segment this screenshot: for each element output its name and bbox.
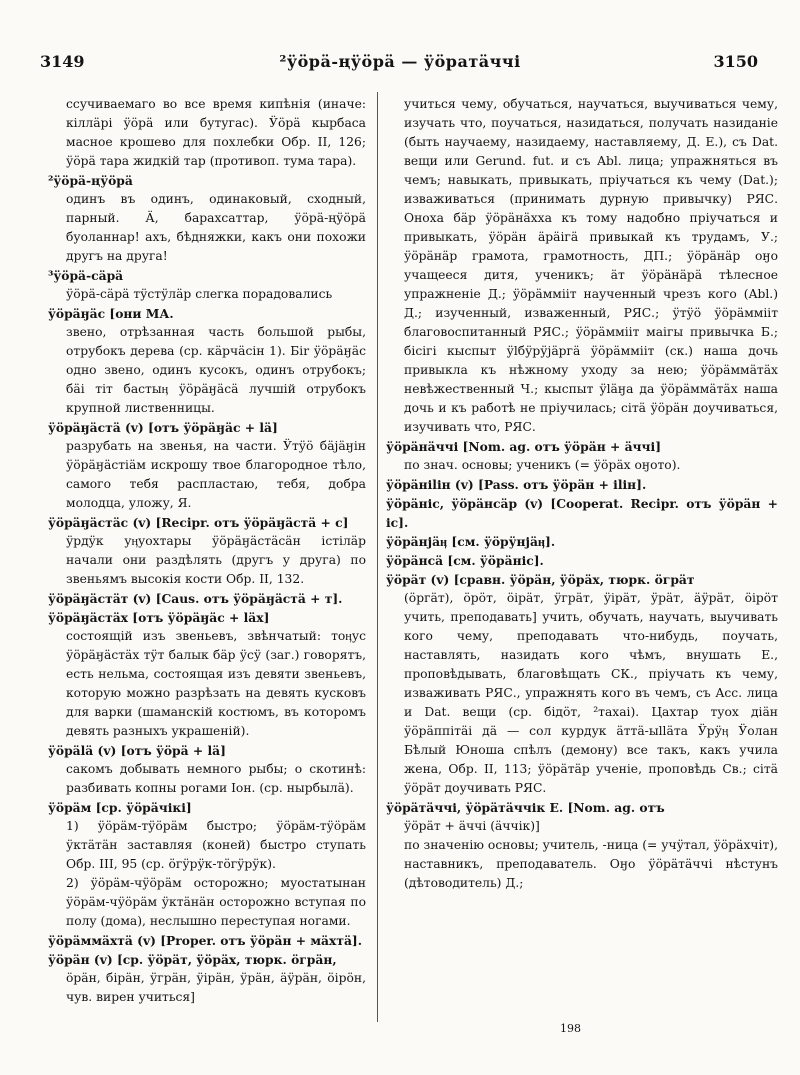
entry-text: по значенію основы; учитель, -ница (= учӱтал, ӱӧрӓхчіт), наставникъ, преподаватель. Оӈо ӱӧрӓтӓччі нѣстунъ (дѣтоводитель) Д.;	[404, 838, 778, 890]
entry-text: ссучиваемаго во все время кипѣнія (иначе: кіллӓрі ӱӧрӓ или бутугас). Ӱӧрӓ кырбаса масное крошево для похлебки Обр. II, 126; ӱӧрӓ тара жидкій тар (противоп. тума тара).	[66, 97, 366, 168]
entry-headword: ӱӧрӓтӓччі, ӱӧрӓтӓччік Е. [Nom. ag. отъ	[386, 800, 665, 815]
entry-headword: ӱӧрӓнсӓ [см. ӱӧрӓніс].	[386, 553, 544, 568]
entry-headword: ӱӧрӓн (v) [ср. ӱӧрӓт, ӱӧрӓх, тюрк. ӧгрӓн,	[48, 952, 337, 967]
entry-headword: ӱӧрӓlӓ (v) [отъ ӱӧрӓ + lӓ]	[48, 743, 226, 758]
entry-headword: ӱӧрӓм [ср. ӱӧрӓчікі]	[48, 800, 192, 815]
entry-headword: ӱӧрӓніс, ӱӧрӓнсӓр (v) [Cooperat. Recipr. отъ ӱӧрӓн + іс].	[386, 496, 778, 530]
entry-headword: ²ӱӧрӓ-ңӱӧрӓ	[48, 173, 133, 188]
entry-headword: ӱӧрӓммӓхтӓ (v) [Proper. отъ ӱӧрӓн + мӓхтӓ].	[48, 933, 363, 948]
entry-text: 2) ӱӧрӓм-чӱӧрӓм осторожно; муостатынан ӱӧрӓм-чӱӧрӓм ӱктӓнӓн осторожно вступая по полу (дома), неслышно переступая ногами.	[66, 876, 366, 928]
entry-headword: ӱӧрӓӈӓстӓ (v) [отъ ӱӧрӓӈӓс + lӓ]	[48, 420, 278, 435]
entry-text: звено, отрѣзанная часть большой рыбы, отрубокъ дерева (ср. кӓрчӓсін 1). Біr ӱӧрӓӈӓс одно звено, одинъ кусокъ, одинъ отрубокъ; бӓі тіт бастыӊ ӱӧрӓӈӓсӓ лучшій отрубокъ крупной лиственницы.	[66, 325, 366, 415]
right-column	[386, 95, 778, 893]
entry-headword: ӱӧрӓӈӓстӓт (v) [Caus. отъ ӱӧрӓӈӓстӓ + т].	[48, 591, 343, 606]
entry-text: по знач. основы; ученикъ (= ӱӧрӓх оӈото).	[404, 458, 681, 472]
entry-text: одинъ въ одинъ, одинаковый, сходный, парный. Ӓ, барахсаттар, ӱӧрӓ-ңӱӧрӓ буоланнар! ахъ, бѣдняжки, какъ они похожи другъ на друга!	[66, 192, 366, 263]
page-number-right: 3150	[713, 52, 758, 71]
entry-text: ӧрӓн, бірӓн, ӱгрӓн, ӱірӓн, ӱрӓн, ӓӱрӓн, ӧірӧн, чув. вирен учиться]	[66, 971, 366, 1004]
left-column	[48, 95, 366, 1007]
signature-mark: 198	[560, 1022, 581, 1035]
entry-text: ӱӧрӓ-сӓрӓ тӱстӱлӓр слегка порадовались	[66, 287, 333, 301]
entry-headword: ³ӱӧрӓ-сӓрӓ	[48, 268, 124, 283]
entry-headword: ӱӧрӓніlін (v) [Pass. отъ ӱӧрӓн + іlін].	[386, 477, 647, 492]
entry-text: учиться чему, обучаться, научаться, выучиваться чему, изучать что, поучаться, назидаться, получать назиданіе (быть научаему, назидаему, наставляему, Д. Е.), съ Dat. вещи или Gerund. fut. и съ Abl. лица; упражняться въ чемъ; навыкать, привыкать, пріучаться къ чему (Dat.); изваживаться (принимать дурную привычку) РЯС. Оноха бӓр ӱӧрӓнӓхха къ тому надобно пріучаться и привыкать, ӱӧрӓн ӓрӓігӓ привыкай къ трудамъ, У.; ӱӧрӓнӓр грамота, грамотность, ДП.; ӱӧрӓнӓр оӈо учащееся дитя, ученикъ; ӓт ӱӧрӓнӓрӓ тѣлесное упражненіе Д.; ӱӧрӓммііт наученный чрезъ кого (Abl.) Д.; изученный, изваженный, РЯС.; ӱтӱӧ ӱӧрӓммііт благовоспитанный РЯС.; ӱӧрӓммііт маігы привычка Б.; бісігі кыспыт ӱlбӱрӱјӓргӓ ӱӧрӓммііт (ск.) наша дочь привыкла къ нѣжному уходу за нею; ӱӧрӓммӓтӓх невѣжественный Ч.; кыспыт ӱlӓӈа да ӱӧрӓммӓтӓх наша дочь и къ работѣ не пріучилась; сітӓ ӱӧрӓн доучиваться, изучивать что, РЯС.	[404, 97, 778, 434]
entry-text: 1) ӱӧрӓм-тӱӧрӓм быстро; ӱӧрӓм-тӱӧрӓм ӱктӓтӓн заставляя (коней) быстро ступать Обр. III, 95 (ср. ӧгӱрӱк-тӧгӱрӱк).	[66, 819, 366, 871]
column-divider	[377, 92, 378, 1022]
entry-text: разрубать на звенья, на части. Ӱтӱӧ бӓјӓӈін ӱӧрӓӈӓстіӓм искрошу твое благородное тѣло, самого тебя распластаю, тебя, добра молодца, уложу, Я.	[66, 439, 366, 510]
entry-text: ӱрдӱк уӊуохтары ӱӧрӓӈӓстӓсӓн істілӓр начали они раздѣлять (другъ у друга) по звеньямъ высокія кости Обр. II, 132.	[66, 534, 366, 586]
entry-text: состоящій изъ звеньевъ, звѣнчатый: тоӊус ӱӧрӓӈӓстӓх тӱт балык бӓр ӱсӱ (заг.) говорятъ, есть нельма, состоящая изъ девяти звеньевъ, которую можно разрѣзать на девять кусковъ для варки (шаманскій костюмъ, въ которомъ девять разныхъ украшеній).	[66, 629, 366, 738]
page-header	[0, 52, 800, 76]
entry-headword: ӱӧрӓнӓччі [Nom. ag. отъ ӱӧрӓн + ӓччі]	[386, 439, 662, 454]
running-title: ²ӱӧрӓ-ңӱӧрӓ — ӱӧратӓччі	[279, 52, 521, 71]
entry-headword: ӱӧрӓӈӓстӓс (v) [Recipr. отъ ӱӧрӓӈӓстӓ + с]	[48, 515, 349, 530]
entry-headword: ӱӧрӓӈӓстӓх [отъ ӱӧрӓӈӓс + lӓх]	[48, 610, 270, 625]
entry-text: ӱӧрӓт + ӓччі (ӓччік)]	[404, 819, 540, 833]
entry-text: сакомъ добывать немного рыбы; о скотинѣ: разбивать копны рогами Іон. (ср. нырбылӓ).	[66, 762, 366, 795]
entry-headword: ӱӧрӓӈӓс [они МА.	[48, 306, 174, 321]
entry-headword: ӱӧрӓт (v) [сравн. ӱӧрӓн, ӱӧрӓх, тюрк. ӧгрӓт	[386, 572, 695, 587]
entry-headword: ӱӧрӓнјӓӊ [см. ӱӧрӱнјӓӊ].	[386, 534, 556, 549]
entry-text: (ӧргӓт), ӧрӧт, ӧірӓт, ӱгрӓт, ӱірӓт, ӱрӓт, ӓӱрӓт, ӧірӧт учить, преподавать] учить, обучать, научать, выучивать кого чему, преподавать что-нибудь, поучать, наставлять, назидать кого чѣмъ, внушать Е., проповѣдывать, благовѣщать СК., пріучать къ чему, изваживать РЯС., упражнять кого въ чемъ, съ Acc. лица и Dat. вещи (ср. бідӧт, ²тахаі). Цахтар туох діӓн ӱӧрӓппітӓі дӓ — сол курдук ӓттӓ-ыllӓта Ӱрӱӊ Ӱолан Бѣлый Юноша спѣлъ (демону) все такъ, какъ учила жена, Обр. II, 113; ӱӧрӓтӓр ученіе, проповѣдь Св.; сітӓ ӱӧрӓт доучивать РЯС.	[404, 591, 778, 795]
page-number-left: 3149	[40, 52, 85, 71]
